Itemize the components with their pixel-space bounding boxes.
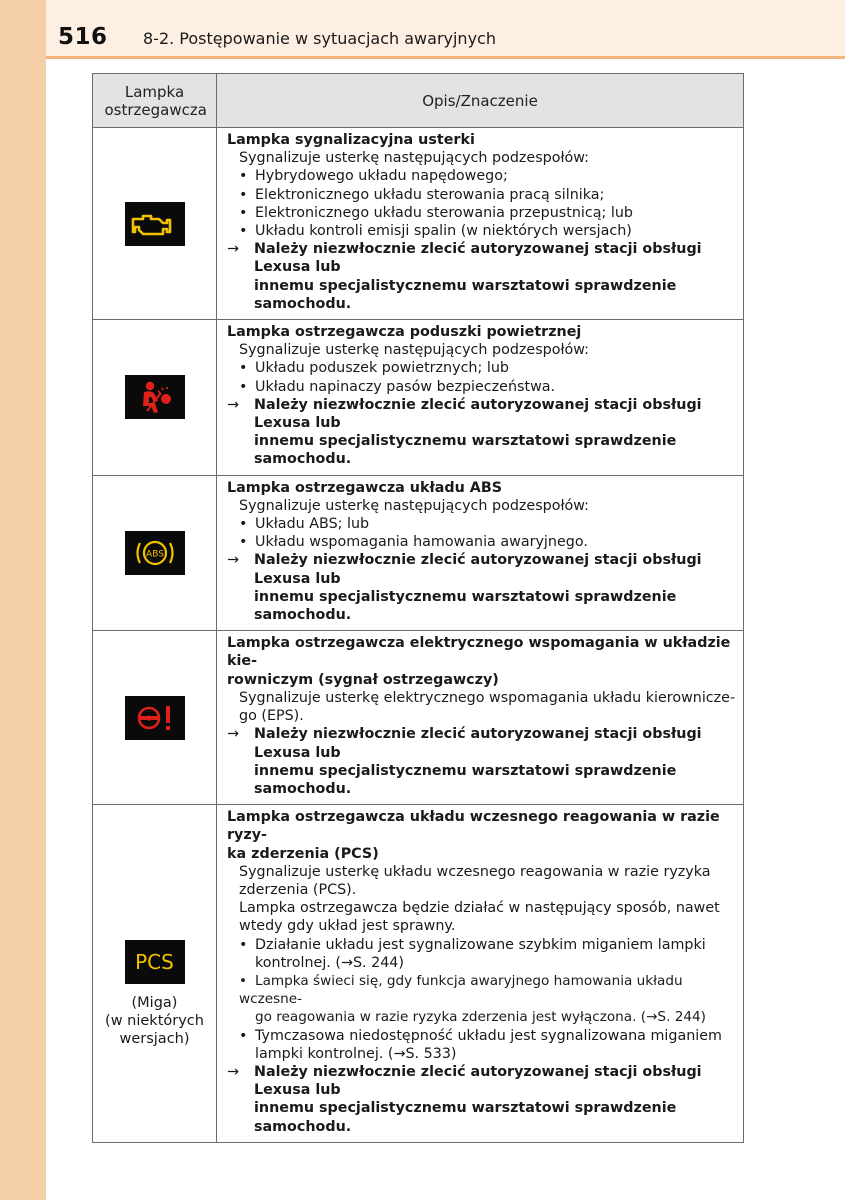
table-row [93, 631, 744, 805]
pcs-icon: PCS [125, 940, 185, 984]
row-text: Sygnalizuje usterkę następujących podzespołów: [239, 342, 590, 359]
table-header-row [93, 74, 744, 128]
action-note: → Należy niezwłocznie zlecić autoryzowanej stacji obsługi Lexusa lub innemu specjalistycznemu warsztatowi sprawdzenie samochodu. [227, 726, 702, 797]
header-description-column [217, 74, 744, 128]
icon-note: (Miga) (w niektórych wersjach) [105, 995, 204, 1048]
description-cell [217, 128, 744, 320]
description-cell [217, 320, 744, 476]
svg-text:ABS: ABS [145, 549, 164, 560]
arrow-icon: → [227, 396, 239, 413]
icon-cell [93, 631, 217, 805]
list-item: • Elektronicznego układu sterowania pracą silnika; [239, 186, 605, 203]
list-item: • Działanie układu jest sygnalizowane szybkim miganiem lampki kontrolnej. (→S. 244) [239, 936, 706, 971]
section-title: 8-2. Postępowanie w sytuacjach awaryjnych [143, 29, 496, 48]
table-row [93, 475, 744, 631]
list-item: • Układu kontroli emisji spalin (w niektórych wersjach) [239, 223, 632, 240]
list-item: • Układu wspomagania hamowania awaryjnego. [239, 534, 588, 551]
table-row [93, 805, 744, 1143]
row-text: Sygnalizuje usterkę elektrycznego wspomagania układu kierownicze- go (EPS). [239, 689, 736, 725]
description-cell [217, 475, 744, 631]
list-item: • Elektronicznego układu sterowania przepustnicą; lub [239, 204, 633, 221]
table-row [93, 320, 744, 476]
description-cell [217, 805, 744, 1143]
icon-cell [93, 805, 217, 1143]
action-note: → Należy niezwłocznie zlecić autoryzowanej stacji obsługi Lexusa lub innemu specjalistycznemu warsztatowi sprawdzenie samochodu. [227, 552, 702, 624]
row-text: Sygnalizuje usterkę układu wczesnego reagowania w razie ryzyka zderzenia (PCS). Lampka ostrzegawcza będzie działać w następujący sposób, nawet wtedy gdy układ jest sprawny. [239, 863, 720, 935]
arrow-icon: → [227, 1063, 239, 1080]
description-cell [217, 631, 744, 805]
row-title: Lampka ostrzegawcza elektrycznego wspomagania w układzie kie- rowniczym (sygnał ostrzegawczy) [227, 635, 731, 688]
icon-cell [93, 320, 217, 476]
list-item: • Układu napinaczy pasów bezpieczeństwa. [239, 378, 556, 395]
header-description-label: Opis/Znaczenie [422, 91, 538, 110]
row-text: Sygnalizuje usterkę następujących podzespołów: [239, 150, 590, 167]
arrow-icon: → [227, 552, 239, 569]
eps-steering-icon [125, 696, 185, 740]
list-item: • Tymczasowa niedostępność układu jest sygnalizowana miganiem lampki kontrolnej. (→S. 533) [239, 1027, 722, 1062]
side-tab [0, 0, 46, 1200]
icon-cell [93, 475, 217, 631]
row-title: Lampka ostrzegawcza układu wczesnego reagowania w razie ryzy- ka zderzenia (PCS) [227, 809, 720, 862]
row-title: Lampka sygnalizacyjna usterki [227, 132, 475, 148]
action-note: → Należy niezwłocznie zlecić autoryzowanej stacji obsługi Lexusa lub innemu specjalistycznemu warsztatowi sprawdzenie samochodu. [227, 396, 702, 468]
page-number: 516 [58, 24, 108, 50]
list-item: • Układu poduszek powietrznych; lub [239, 360, 509, 377]
arrow-icon: → [227, 241, 239, 258]
icon-cell [93, 128, 217, 320]
airbag-icon [125, 375, 185, 419]
list-item: • Układu ABS; lub [239, 516, 370, 533]
header-icon-label: Lampka ostrzegawcza [104, 82, 207, 119]
header-icon-column [93, 74, 217, 128]
action-note: → Należy niezwłocznie zlecić autoryzowanej stacji obsługi Lexusa lub innemu specjalistycznemu warsztatowi sprawdzenie samochodu. [227, 241, 702, 312]
row-title: Lampka ostrzegawcza poduszki powietrznej [227, 324, 582, 341]
row-title: Lampka ostrzegawcza układu ABS [227, 479, 503, 496]
list-item: • Lampka świeci się, gdy funkcja awaryjnego hamowania układu wczesne- go reagowania w razie ryzyka zderzenia jest wyłączona. (→S. 244) [239, 972, 706, 1026]
table-row [93, 128, 744, 320]
check-engine-icon [125, 202, 185, 246]
abs-icon [125, 531, 185, 575]
warning-lights-table [92, 73, 744, 1143]
action-note: → Należy niezwłocznie zlecić autoryzowanej stacji obsługi Lexusa lub innemu specjalistycznemu warsztatowi sprawdzenie samochodu. [227, 1063, 702, 1135]
list-item: • Hybrydowego układu napędowego; [239, 168, 508, 185]
arrow-icon: → [227, 726, 239, 743]
row-text: Sygnalizuje usterkę następujących podzespołów: [239, 497, 590, 514]
